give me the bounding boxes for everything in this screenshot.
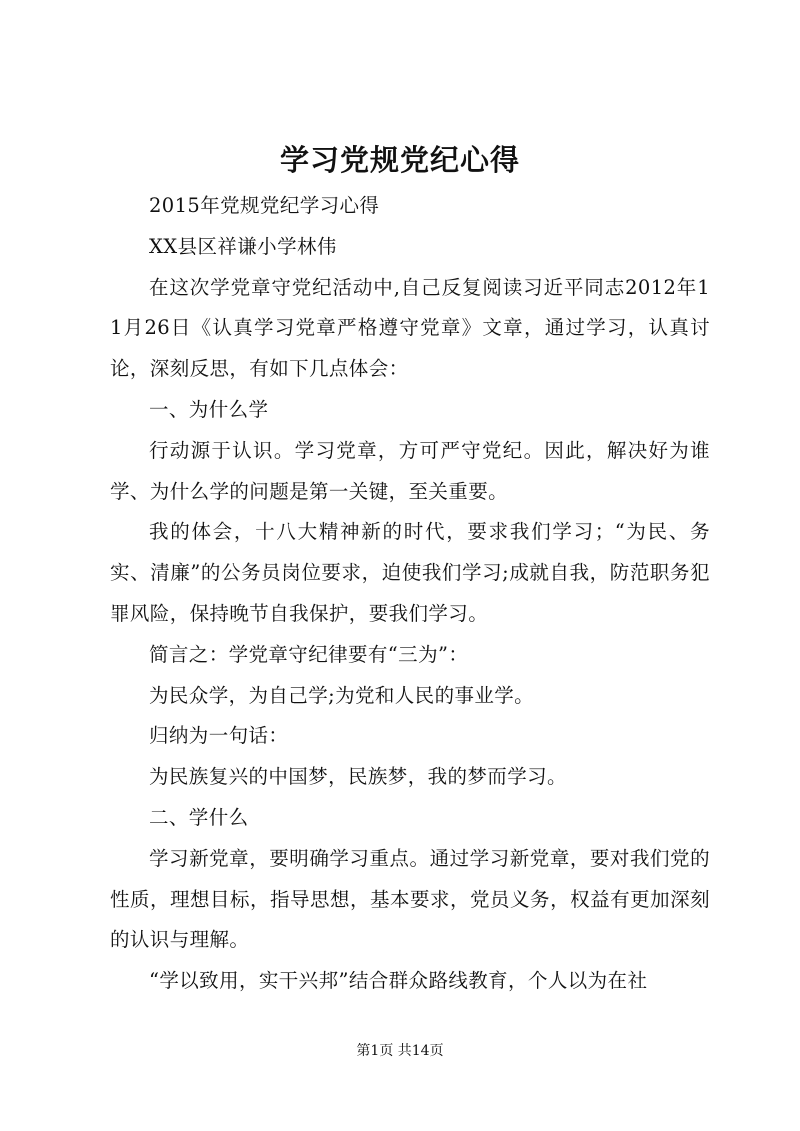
page-footer: 第1页 共14页 (356, 1043, 444, 1059)
paragraph-subtitle: 2015年党规党纪学习心得 (149, 194, 380, 217)
paragraph-summary: 简言之：学党章守纪律要有“三为”： (149, 642, 469, 666)
paragraph-what-1: 学习新党章，要明确学习重点。通过学习新党章，要对我们党的性质，理想目标，指导思想，基本要求，党员义务，权益有更加深刻的认识与理解。 (110, 846, 710, 952)
paragraph-what-2: “学以致用，实干兴邦”结合群众路线教育，个人以为在社 (149, 969, 648, 993)
paragraph-author: XX县区祥谦小学林伟 (149, 234, 337, 258)
paragraph-why-1: 行动源于认识。学习党章，方可严守党纪。因此，解决好为谁学、为什么学的问题是第一关键，至关重要。 (110, 438, 710, 503)
document-title: 学习党规党纪心得 (279, 143, 520, 177)
paragraph-one-sentence: 归纳为一句话： (149, 724, 289, 748)
paragraph-three-purposes: 为民众学，为自己学;为党和人民的事业学。 (149, 683, 535, 707)
paragraph-dream: 为民族复兴的中国梦，民族梦，我的梦而学习。 (149, 765, 567, 789)
section-heading-what: 二、学什么 (149, 805, 249, 829)
paragraph-intro: 在这次学党章守党纪活动中,自己反复阅读习近平同志2012年11月26日《认真学习党章严格遵守党章》文章，通过学习，认真讨论，深刻反思，有如下几点体会： (110, 275, 710, 381)
document-body (110, 186, 710, 1002)
section-heading-why: 一、为什么学 (149, 397, 269, 421)
paragraph-why-2: 我的体会，十八大精神新的时代，要求我们学习；“为民、务实、清廉”的公务员岗位要求，迫使我们学习;成就自我，防范职务犯罪风险，保持晚节自我保护，要我们学习。 (110, 520, 710, 625)
